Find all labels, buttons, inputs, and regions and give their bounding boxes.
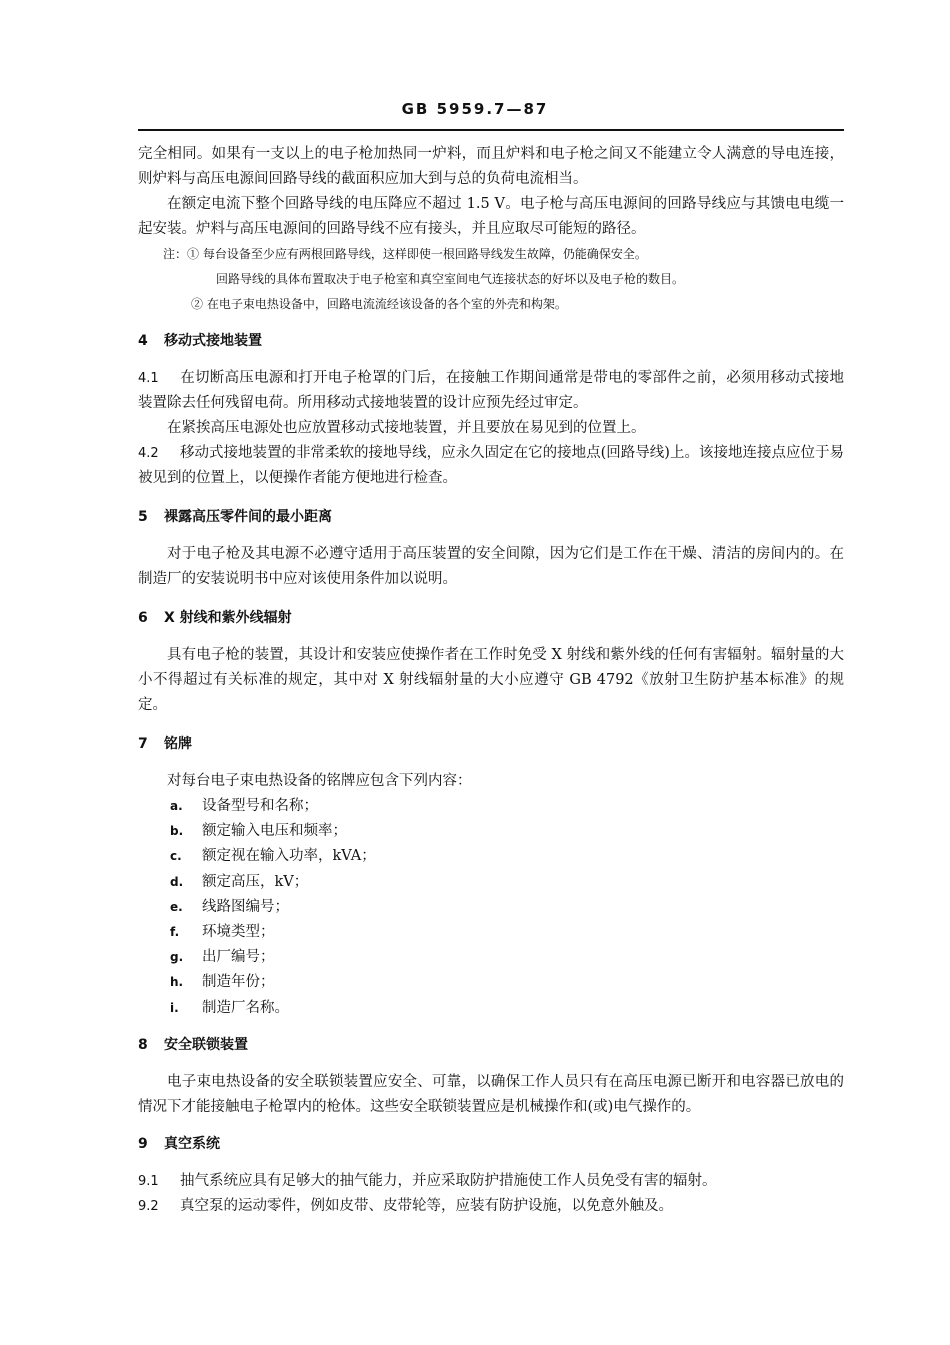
clause-9-1: [138, 1169, 844, 1194]
section-5-paragraph: 对于电子枪及其电源不必遵守适用于高压装置的安全间隙，因为它们是工作在干燥、清洁的房间内的。在制造厂的安装说明书中应对该使用条件加以说明。: [138, 546, 844, 587]
section-4-number: 4: [138, 333, 148, 349]
list-item-marker: c.: [170, 849, 182, 864]
section-6-number: 6: [138, 610, 148, 626]
list-item-text: 设备型号和名称；: [202, 798, 318, 814]
list-item-text: 额定视在输入功率，kVA；: [202, 848, 376, 865]
list-item-marker: h.: [170, 975, 184, 990]
list-item: [138, 844, 844, 869]
list-item-text: 制造厂名称。: [202, 999, 289, 1016]
clause-9-1-number: 9.1: [138, 1173, 159, 1189]
list-item: [138, 970, 844, 995]
page-header-code: GB 5959.7—87: [401, 100, 549, 118]
list-item-text: 出厂编号；: [202, 949, 275, 966]
section-8-heading: [138, 1033, 844, 1058]
list-item-text: 线路图编号；: [202, 898, 289, 915]
header-rule: [138, 129, 844, 131]
list-item: [138, 920, 844, 945]
list-item: [138, 895, 844, 920]
section-9-number: 9: [138, 1135, 148, 1152]
list-item-marker: g.: [170, 950, 184, 965]
section-7-heading: [138, 732, 844, 757]
clause-4-2-text: 移动式接地装置的非常柔软的接地导线，应永久固定在它的接地点(回路导线)上。该接地连接点应位于易被见到的位置上，以便操作者能方便地进行检查。: [138, 445, 844, 486]
clause-4-1-text: 在切断高压电源和打开电子枪罩的门后，在接触工作期间通常是带电的零部件之前，必须用移动式接地装置除去任何残留电荷。所用移动式接地装置的设计应预先经过审定。: [138, 370, 844, 411]
list-item: [138, 819, 844, 844]
list-item-marker: i.: [170, 1000, 179, 1015]
section-7-title: 铭牌: [164, 736, 192, 752]
list-item-marker: b.: [170, 824, 184, 839]
intro-paragraph-2: 在额定电流下整个回路导线的电压降应不超过 1.5 V。电子枪与高压电源间的回路导线应与其馈电电缆一起安装。炉料与高压电源间的回路导线不应有接头，并且应取尽可能短的路径。: [138, 196, 844, 237]
list-item-marker: a.: [170, 799, 183, 813]
clause-4-2: [138, 441, 844, 491]
section-4-heading: [138, 329, 844, 354]
note-1: [138, 242, 844, 267]
note-2: ② 在电子束电热设备中，回路电流流经该设备的各个室的外壳和构架。: [191, 297, 567, 311]
section-5-title: 裸露高压零件间的最小距离: [164, 509, 332, 525]
clause-4-2-number: 4.2: [138, 446, 159, 461]
section-8-title: 安全联锁装置: [164, 1036, 248, 1053]
clause-9-2-text: 真空泵的运动零件，例如皮带、皮带轮等，应装有防护设施，以免意外触及。: [180, 1197, 673, 1214]
nameplate-item-list: [138, 794, 844, 1021]
section-9-heading: [138, 1132, 844, 1157]
intro-paragraph-1: 完全相同。如果有一支以上的电子枪加热同一炉料，而且炉料和电子枪之间又不能建立令人满意的导电连接，则炉料与高压电源间回路导线的截面积应加大到与总的负荷电流相当。: [138, 146, 844, 187]
list-item: [138, 945, 844, 970]
note-1-continuation: 回路导线的具体布置取决于电子枪室和真空室间电气连接状态的好坏以及电子枪的数目。: [216, 272, 685, 286]
note-block: [138, 242, 844, 317]
section-5-heading: [138, 505, 844, 530]
list-item-text: 额定输入电压和频率；: [202, 823, 347, 840]
clause-9-2: [138, 1194, 844, 1219]
page-content: [138, 140, 844, 1219]
section-4-title: 移动式接地装置: [164, 333, 262, 349]
section-5-number: 5: [138, 509, 148, 525]
list-item-marker: e.: [170, 899, 183, 914]
section-9-title: 真空系统: [164, 1135, 220, 1152]
list-item-text: 制造年份；: [202, 974, 275, 991]
section-6-paragraph: 具有电子枪的装置，其设计和安装应使操作者在工作时免受 X 射线和紫外线的任何有害辐射。辐射量的大小不得超过有关标准的规定，其中对 X 射线辐射量的大小应遵守 GB 4792《放射卫生防护基本标准》的规定。: [138, 647, 844, 713]
list-item-marker: f.: [170, 924, 180, 939]
list-item: [138, 870, 844, 895]
clause-4-1-paragraph-2: 在紧挨高压电源处也应放置移动式接地装置，并且要放在易见到的位置上。: [167, 420, 646, 436]
note-label: 注：: [163, 247, 188, 261]
section-8-paragraph: 电子束电热设备的安全联锁装置应安全、可靠，以确保工作人员只有在高压电源已断开和电容器已放电的情况下才能接触电子枪罩内的枪体。这些安全联锁装置应是机械操作和(或)电气操作的。: [138, 1073, 844, 1115]
list-item-text: 额定高压，kV；: [202, 873, 309, 890]
section-6-title: X 射线和紫外线辐射: [164, 610, 292, 626]
list-item-marker: d.: [170, 874, 184, 889]
section-8-number: 8: [138, 1036, 148, 1053]
list-item: [138, 794, 844, 819]
clause-4-1: [138, 366, 844, 416]
clause-9-1-text: 抽气系统应具有足够大的抽气能力，并应采取防护措施使工作人员免受有害的辐射。: [180, 1172, 717, 1189]
clause-9-2-number: 9.2: [138, 1198, 159, 1214]
list-item-text: 环境类型；: [202, 923, 275, 940]
note-1-text: ① 每台设备至少应有两根回路导线，这样即使一根回路导线发生故障，仍能确保安全。: [187, 247, 647, 261]
clause-4-1-number: 4.1: [138, 371, 159, 386]
list-item: [138, 996, 844, 1021]
section-7-number: 7: [138, 736, 148, 752]
section-7-intro: 对每台电子束电热设备的铭牌应包含下列内容：: [167, 773, 472, 789]
section-6-heading: [138, 606, 844, 631]
